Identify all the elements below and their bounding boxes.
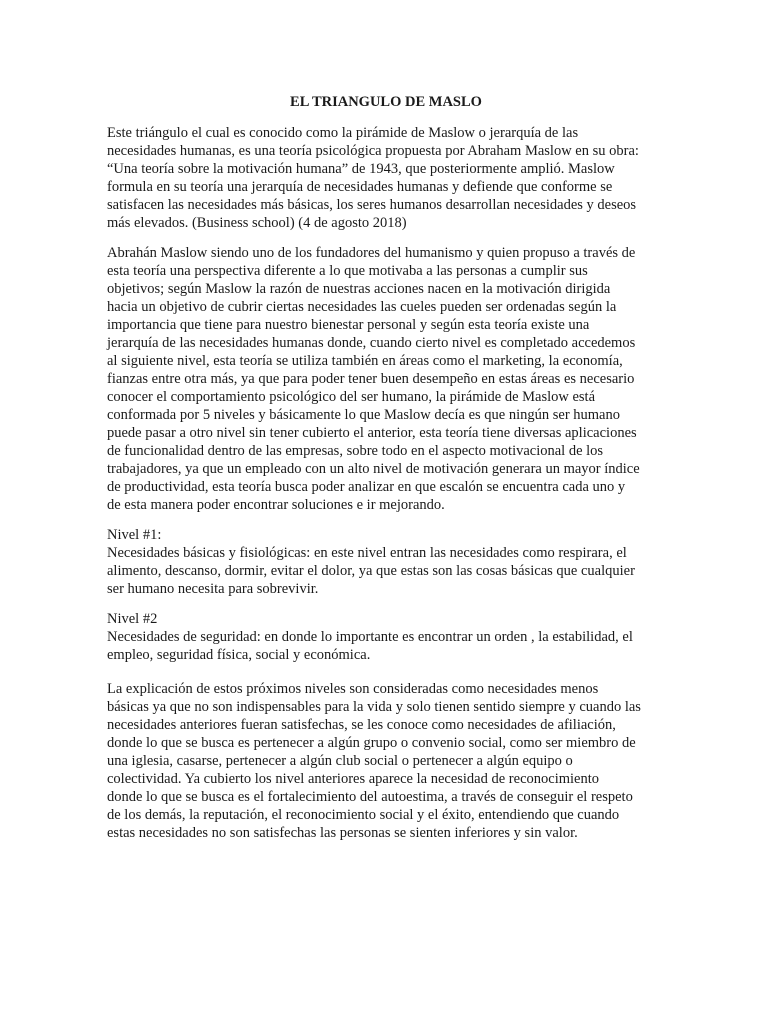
text-line: esta teoría una perspectiva diferente a lo que motivaba a las personas a cumplir sus [107,263,588,279]
text-line: Este triángulo el cual es conocido como la pirámide de Maslow o jerarquía de las [107,125,579,141]
text-line: necesidades anteriores fueran satisfechas, se les conoce como necesidades de afiliación, [107,717,616,733]
text-line: satisfacen las necesidades más básicas, los seres humanos desarrollan necesidades y deseos [107,197,637,213]
section-heading: Nivel #1: [107,527,162,543]
text-line: al siguiente nivel, esta teoría se utiliza también en áreas como el marketing, la economía, [107,353,623,369]
text-line: trabajadores, ya que un empleado con un alto nivel de motivación generara un mayor índice [107,461,640,477]
document-body [107,93,665,854]
text-line: necesidades humanas, es una teoría psicológica propuesta por Abraham Maslow en su obra: [107,143,639,159]
text-line: importancia que tiene para nuestro bienestar personal y según esta teoría existe una [107,317,590,333]
text-line: fianzas entre otra más, ya que para poder tener buen desempeño en estas áreas es necesario [107,371,635,387]
text-line: ser humano necesita para sobrevivir. [107,581,319,597]
paragraph-intro [107,124,665,232]
text-line: objetivos; según Maslow la razón de nuestras acciones nacen en la motivación dirigida [107,281,611,297]
text-line: de esta manera poder encontrar soluciones e ir mejorando. [107,497,445,513]
text-line: conformada por 5 niveles y básicamente lo que Maslow decía es que ningún ser humano [107,407,620,423]
text-line: donde lo que se busca es el fortalecimiento del autoestima, a través de conseguir el respeto [107,789,633,805]
text-line: La explicación de estos próximos niveles son consideradas como necesidades menos [107,681,599,697]
text-line: básicas ya que no son indispensables para la vida y solo tienen sentido siempre y cuando las [107,699,641,715]
text-line: una iglesia, casarse, pertenecer a algún club social o pertenecer a algún equipo o [107,753,573,769]
text-line: donde lo que se busca es pertenecer a algún grupo o convenio social, como ser miembro de [107,735,636,751]
paragraph-maslow [107,244,665,514]
text-line: formula en su teoría una jerarquía de necesidades humanas y defiende que conforme se [107,179,613,195]
text-line: de productividad, esta teoría busca poder analizar en que escalón se encuentra cada uno y [107,479,626,495]
text-line: empleo, seguridad física, social y económica. [107,647,371,663]
paragraph-nivel-2 [107,610,665,664]
section-heading: Nivel #2 [107,611,158,627]
paragraph-nivel-1 [107,526,665,598]
text-line: jerarquía de las necesidades humanas donde, cuando cierto nivel es completado accedemos [107,335,636,351]
text-line: colectividad. Ya cubierto los nivel anteriores aparece la necesidad de reconocimiento [107,771,599,787]
text-line: puede pasar a otro nivel sin tener cubierto el anterior, esta teoría tiene diversas aplicaciones [107,425,637,441]
text-line: hacia un objetivo de cubrir ciertas necesidades las cueles pueden ser ordenadas según la [107,299,617,315]
text-line: Necesidades de seguridad: en donde lo importante es encontrar un orden , la estabilidad, el [107,629,633,645]
text-line: alimento, descanso, dormir, evitar el dolor, ya que estas son las cosas básicas que cualquier [107,563,635,579]
text-line: Necesidades básicas y fisiológicas: en este nivel entran las necesidades como respirara, el [107,545,627,561]
text-line: conocer el comportamiento psicológico del ser humano, la pirámide de Maslow está [107,389,596,405]
paragraph-explicacion [107,680,665,842]
text-line: de funcionalidad dentro de las empresas, sobre todo en el aspecto motivacional de los [107,443,604,459]
text-line: más elevados. (Business school) (4 de agosto 2018) [107,215,407,231]
text-line: Abrahán Maslow siendo uno de los fundadores del humanismo y quien propuso a través de [107,245,636,261]
text-line: estas necesidades no son satisfechas las personas se sienten inferiores y sin valor. [107,825,578,841]
document-title: EL TRIANGULO DE MASLO [290,94,482,110]
text-line: de los demás, la reputación, el reconocimiento social y el éxito, entendiendo que cuando [107,807,620,823]
text-line: “Una teoría sobre la motivación humana” de 1943, que posteriormente amplió. Maslow [107,161,615,177]
